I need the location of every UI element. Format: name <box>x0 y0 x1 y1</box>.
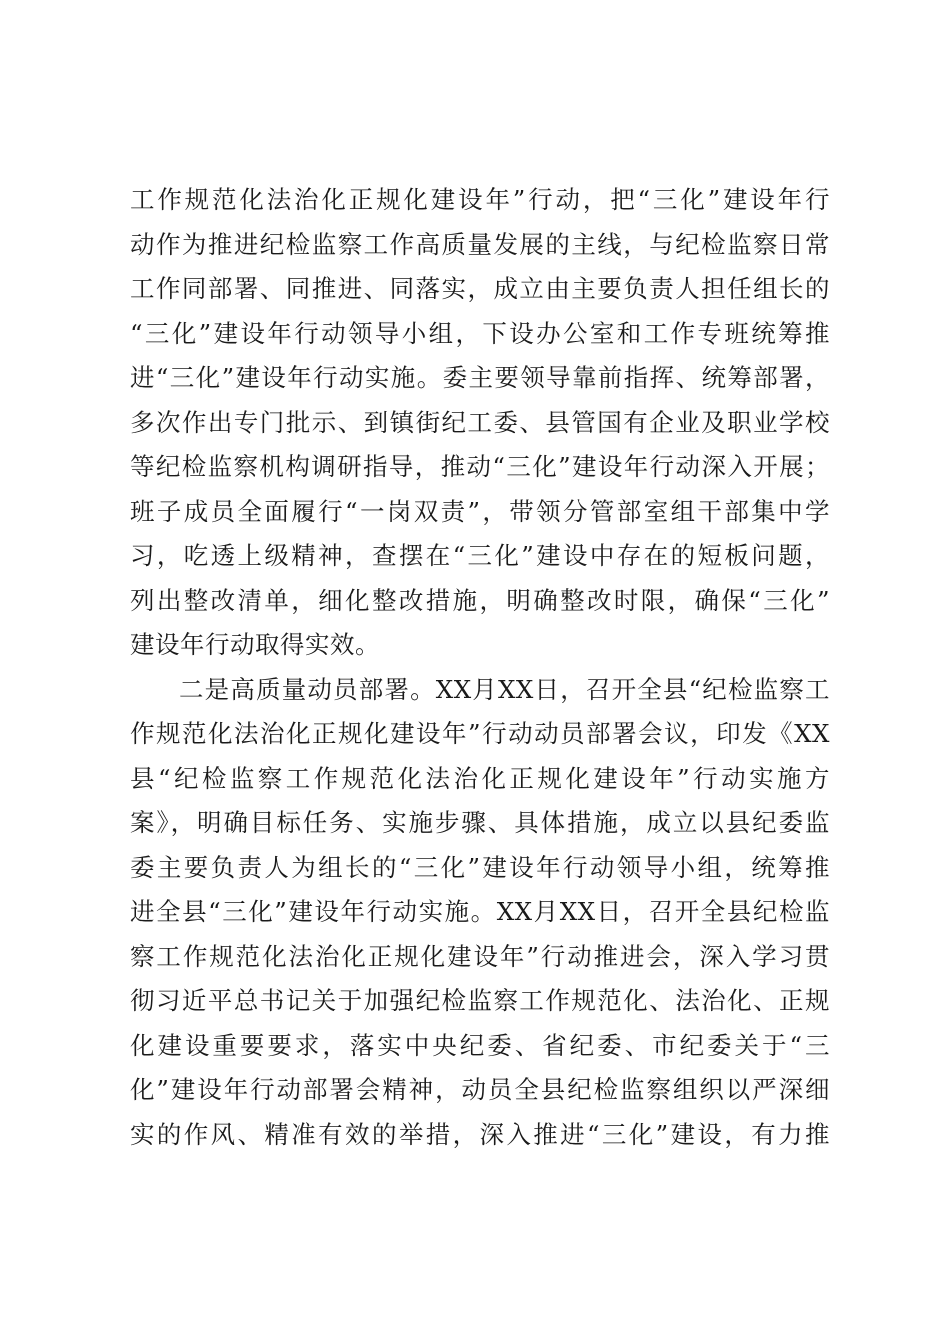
paragraph-line: 进“三化”建设年行动实施。委主要领导靠前指挥、统筹部署， <box>130 363 830 392</box>
paragraph-line: 案》，明确目标任务、实施步骤、具体措施，成立以县纪委监 <box>130 808 830 837</box>
paragraph-line: 等纪检监察机构调研指导，推动“三化”建设年行动深入开展； <box>130 452 830 481</box>
paragraph-line: 化”建设年行动部署会精神，动员全县纪检监察组织以严深细 <box>130 1075 830 1104</box>
paragraph-line: 动作为推进纪检监察工作高质量发展的主线，与纪检监察日常 <box>130 229 830 259</box>
paragraph-line: 察工作规范化法治化正规化建设年”行动推进会，深入学习贯 <box>130 941 830 971</box>
paragraph-line: 进全县“三化”建设年行动实施。XX月XX日，召开全县纪检监 <box>130 897 830 926</box>
document-body <box>130 178 830 1157</box>
paragraph-line: 工作同部署、同推进、同落实，成立由主要负责人担任组长的 <box>130 274 830 303</box>
paragraph-line: 习，吃透上级精神，查摆在“三化”建设中存在的短板问题， <box>130 541 830 570</box>
paragraph-line: 化建设重要要求，落实中央纪委、省纪委、市纪委关于“三 <box>130 1030 830 1060</box>
paragraph-line: “三化”建设年行动领导小组，下设办公室和工作专班统筹推 <box>130 318 830 348</box>
paragraph-1 <box>130 178 830 668</box>
paragraph-line: 班子成员全面履行“一岗双责”，带领分管部室组干部集中学 <box>130 496 830 526</box>
paragraph-line: 列出整改清单，细化整改措施，明确整改时限，确保“三化” <box>130 585 830 615</box>
paragraph-line: 彻习近平总书记关于加强纪检监察工作规范化、法治化、正规 <box>130 986 830 1015</box>
paragraph-line: 工作规范化法治化正规化建设年”行动，把“三化”建设年行 <box>130 185 830 214</box>
paragraph-line: 实的作风、精准有效的举措，深入推进“三化”建设，有力推 <box>130 1119 830 1149</box>
paragraph-line: 委主要负责人为组长的“三化”建设年行动领导小组，统筹推 <box>130 852 830 882</box>
paragraph-line: 县“纪检监察工作规范化法治化正规化建设年”行动实施方 <box>130 763 830 793</box>
paragraph-2 <box>130 668 830 1158</box>
paragraph-line: 作规范化法治化正规化建设年”行动动员部署会议，印发《XX <box>130 719 830 748</box>
paragraph-line: 二是高质量动员部署。XX月XX日，召开全县“纪检监察工 <box>179 674 830 704</box>
paragraph-line: 多次作出专门批示、到镇街纪工委、县管国有企业及职业学校 <box>130 407 830 437</box>
paragraph-line: 建设年行动取得实效。 <box>130 630 380 659</box>
